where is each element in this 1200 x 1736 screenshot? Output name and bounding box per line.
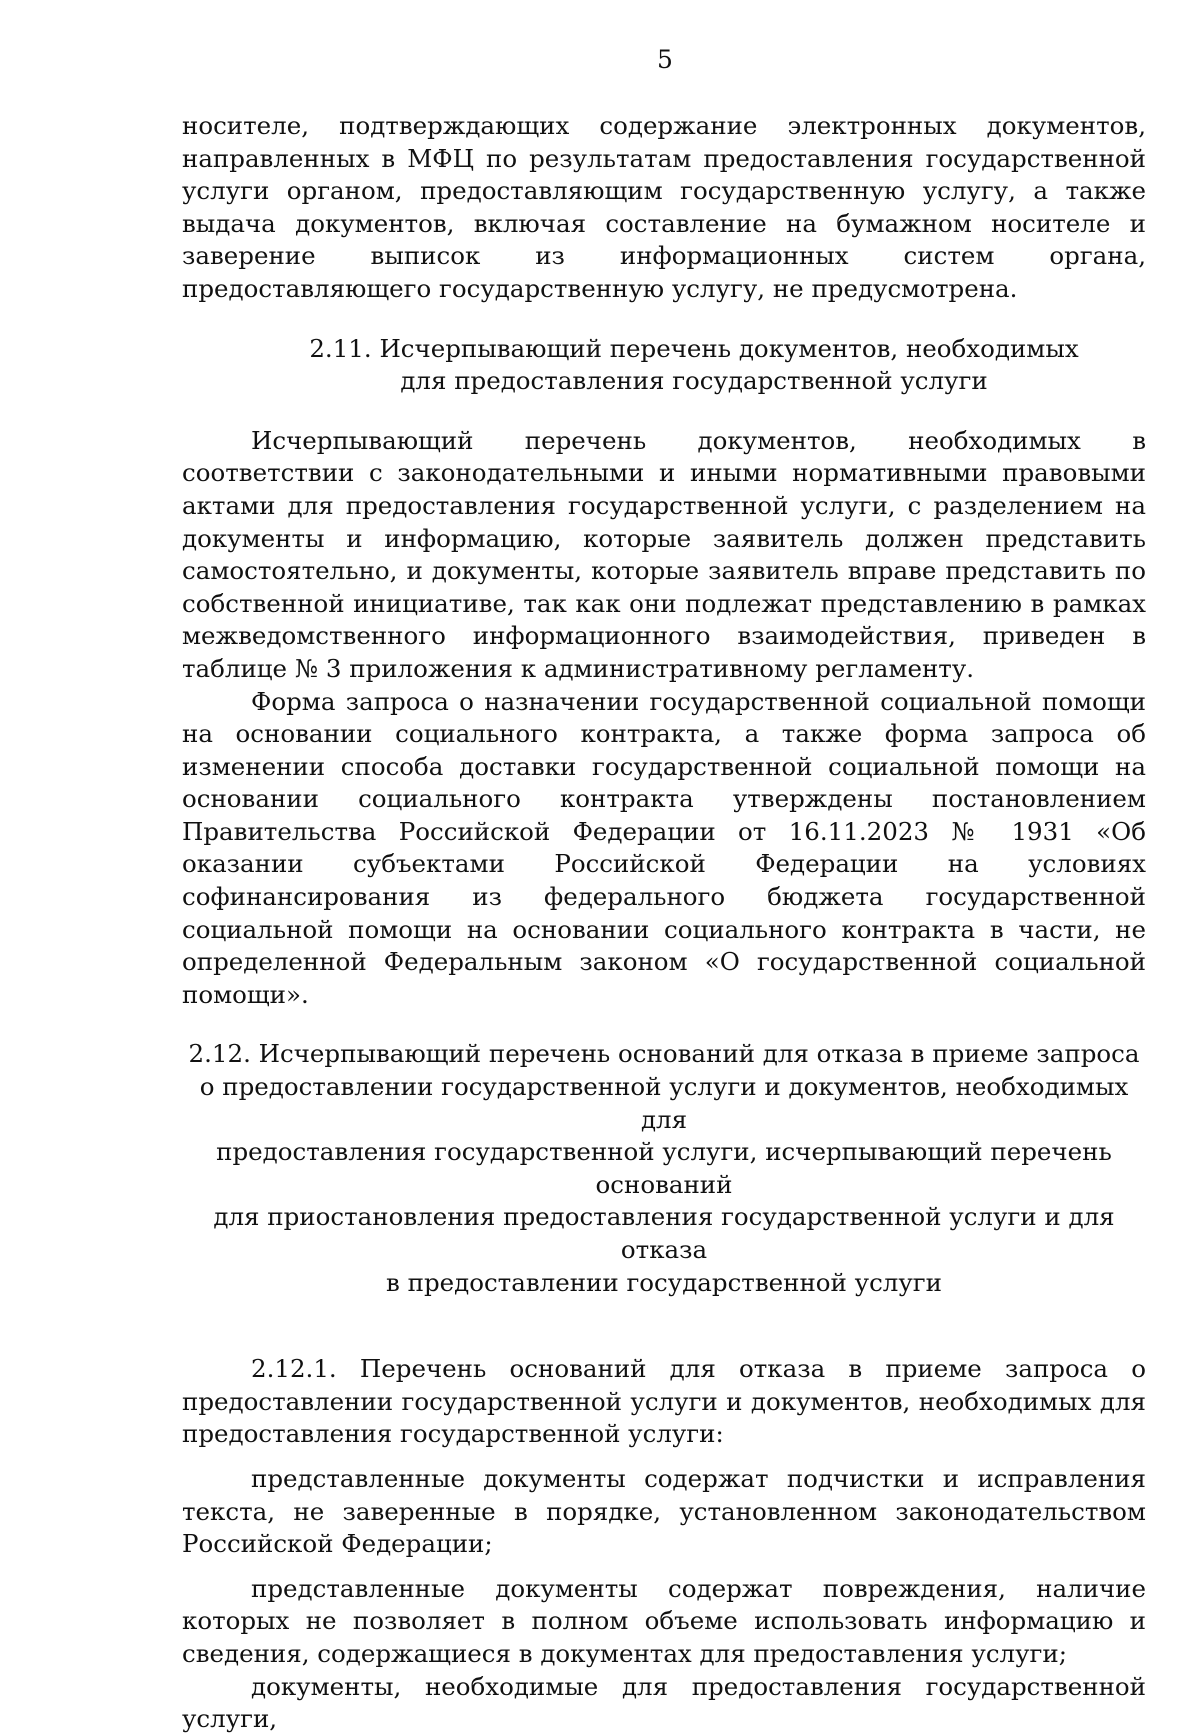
document-body [182,110,1146,1736]
heading-2-12-line-1: 2.12. Исчерпывающий перечень оснований для отказа в приеме запроса [188,1039,1140,1069]
heading-2-12-line-3: предоставления государственной услуги, исчерпывающий перечень оснований [216,1137,1112,1199]
list-item-damage: представленные документы содержат повреждения, наличие которых не позволяет в полном объеме использовать информацию и сведения, содержащиеся в документах для предоставления услуги; [182,1573,1146,1668]
heading-2-11-line-1: 2.11. Исчерпывающий перечень документов, необходимых [309,333,1079,363]
paragraph-documents-list: Исчерпывающий перечень документов, необходимых в соответствии с законодательными и иными нормативными правовыми актами для предоставления государственной услуги, с разделением на документы и информацию, которые заявитель должен представить самостоятельно, и документы, которые заявитель вправе представить по собственной инициативе, так как они подлежат представлению в рамках межведомственного информационного взаимодействия, приведен в таблице № 3 приложения к административному регламенту. [182,425,1146,683]
heading-2-12-line-5: в предоставлении государственной услуги [386,1267,942,1297]
section-heading-2-11 [182,333,1146,398]
paragraph-request-form: Форма запроса о назначении государственной социальной помощи на основании социального контракта, а также форма запроса об изменении способа доставки государственной социальной помощи на основании социального контракта утверждены постановлением Правительства Российской Федерации от 16.11.2023 № 1931 «Об оказании субъектами Российской Федерации на условиях софинансирования из федерального бюджета государственной социальной помощи на основании социального контракта в части, не определенной Федеральным законом «О государственной социальной помощи». [182,686,1146,1009]
heading-2-11-line-2: для предоставления государственной услуги [400,366,988,396]
heading-2-12-line-2: о предоставлении государственной услуги и документов, необходимых для [199,1072,1129,1134]
paragraph-2-12-1: 2.12.1. Перечень оснований для отказа в приеме запроса о предоставлении государственной услуги и документов, необходимых для предоставления государственной услуги: [182,1354,1146,1449]
section-heading-2-12 [182,1038,1146,1299]
page-number: 5 [657,45,673,74]
list-item-documents: документы, необходимые для предоставления государственной услуги, [182,1671,1146,1734]
heading-2-12-line-4: для приостановления предоставления государственной услуги и для отказа [213,1202,1115,1264]
paragraph-continuation: носителе, подтверждающих содержание электронных документов, направленных в МФЦ по результатам предоставления государственной услуги органом, предоставляющим государственную услугу, а также выдача документов, включая составление на бумажном носителе и заверение выписок из информационных систем органа, предоставляющего государственную услугу, не предусмотрена. [182,111,1146,303]
list-item-erasures: представленные документы содержат подчистки и исправления текста, не заверенные в порядке, установленном законодательством Российской Федерации; [182,1463,1146,1559]
